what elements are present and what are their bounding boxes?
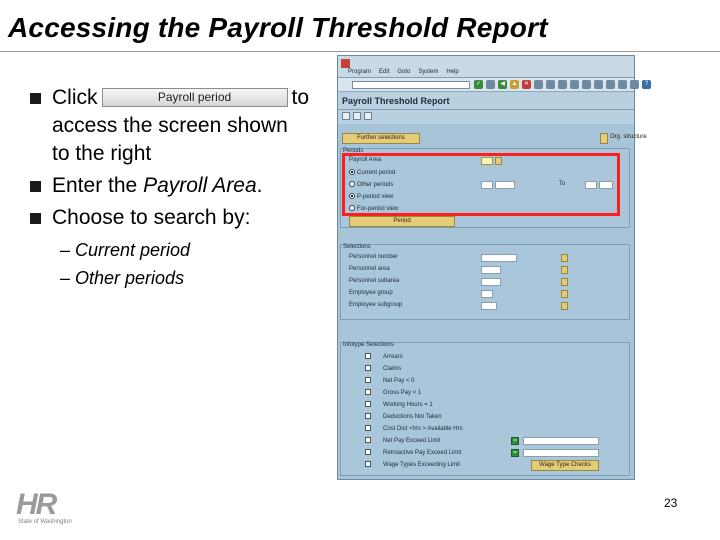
infotype-selections-label: Infotype Selections <box>343 342 394 348</box>
checkbox-icon[interactable] <box>365 365 371 371</box>
command-field[interactable] <box>352 81 470 89</box>
retro-pay-limit-input[interactable] <box>523 449 599 457</box>
payroll-period-button[interactable]: Payroll period <box>102 88 288 107</box>
prev-page-icon[interactable] <box>582 80 591 89</box>
sap-standard-toolbar <box>338 78 649 92</box>
selections-panel <box>340 244 630 320</box>
bullet-text: Enter the <box>52 174 144 197</box>
bullet-italic-text: Payroll Area <box>143 174 257 197</box>
sap-screen-title: Payroll Threshold Report <box>338 92 634 110</box>
sap-window-icon <box>341 59 350 68</box>
title-divider <box>0 51 720 52</box>
square-bullet-icon <box>30 181 41 192</box>
back-icon[interactable]: ◀ <box>498 80 507 89</box>
gross-pay-checkbox[interactable]: Gross Pay < 1 <box>365 389 421 396</box>
find-next-icon[interactable] <box>558 80 567 89</box>
employee-group-label: Employee group <box>349 290 393 296</box>
org-structure-icon[interactable] <box>600 133 608 144</box>
sub-bullet-current-period: – Current period <box>60 240 191 260</box>
working-hours-checkbox[interactable]: Working Hours = 1 <box>365 401 433 408</box>
other-periods-option[interactable]: Other periods <box>349 181 393 188</box>
last-page-icon[interactable] <box>606 80 615 89</box>
highlight-box <box>342 153 620 216</box>
bullet-item-click <box>30 84 330 168</box>
app-toolbar-icons <box>342 112 372 120</box>
further-selections-button[interactable]: Further selections <box>342 133 420 144</box>
operator-icon[interactable]: = <box>511 437 519 445</box>
checkbox-icon[interactable] <box>365 425 371 431</box>
slide-title: Accessing the Payroll Threshold Report <box>8 12 548 43</box>
multiple-selection-icon[interactable] <box>561 266 568 274</box>
first-page-icon[interactable] <box>570 80 579 89</box>
periods-label: Periods <box>343 148 364 154</box>
personnel-number-label: Personnel number <box>349 254 399 260</box>
to-label: To <box>559 181 566 187</box>
employee-subgroup-label: Employee subgroup <box>349 302 403 308</box>
menu-goto[interactable]: Goto <box>397 69 411 75</box>
current-period-option[interactable]: Current period <box>349 169 395 176</box>
payroll-area-label: Payroll Area <box>349 157 382 163</box>
bullet-text: Click <box>52 86 98 109</box>
period-view-option[interactable]: P-period view <box>349 193 393 200</box>
checkbox-icon[interactable] <box>365 461 371 467</box>
net-pay-exceed-checkbox[interactable]: Net Pay Exceed Limit <box>365 437 440 444</box>
logo-text: HR <box>16 488 56 521</box>
page-number: 23 <box>664 496 678 510</box>
for-period-view-option[interactable]: For-period view <box>349 205 398 212</box>
checkbox-icon[interactable] <box>365 389 371 395</box>
checkbox-icon[interactable] <box>365 413 371 419</box>
deductions-checkbox[interactable]: Deductions Not Taken <box>365 413 442 420</box>
next-page-icon[interactable] <box>594 80 603 89</box>
employee-subgroup-input[interactable] <box>481 302 497 310</box>
bullet-item-search <box>30 204 330 232</box>
selections-label: Selections <box>343 244 371 250</box>
bullet-list <box>30 84 330 292</box>
org-structure-button[interactable]: Org. structure <box>610 134 647 140</box>
save-icon[interactable] <box>486 80 495 89</box>
menu-help[interactable]: Help <box>446 69 459 75</box>
menu-program[interactable]: Program <box>348 69 372 75</box>
multiple-selection-icon[interactable] <box>561 302 568 310</box>
hr-logo <box>14 488 84 530</box>
arrears-checkbox[interactable]: Arrears <box>365 353 403 360</box>
checkbox-icon[interactable] <box>365 437 371 443</box>
sub-bullet-list <box>30 236 330 292</box>
wage-types-checkbox[interactable]: Wage Types Exceeding Limit <box>365 461 460 468</box>
square-bullet-icon <box>30 93 41 104</box>
bullet-text: . <box>256 174 263 197</box>
help-icon[interactable]: ? <box>642 80 651 89</box>
shortcut-icon[interactable] <box>630 80 639 89</box>
multiple-selection-icon[interactable] <box>561 278 568 286</box>
sap-menu <box>348 69 459 75</box>
multiple-selection-icon[interactable] <box>561 290 568 298</box>
checkbox-icon[interactable] <box>365 449 371 455</box>
personnel-area-label: Personnel area <box>349 266 390 272</box>
print-icon[interactable] <box>534 80 543 89</box>
wage-type-checks-button[interactable]: Wage Type Checks <box>531 460 599 471</box>
personnel-area-input[interactable] <box>481 266 501 274</box>
enter-icon[interactable]: ✓ <box>475 81 482 87</box>
bullet-item-payroll-area <box>30 172 330 200</box>
bullet-text: to the right <box>52 142 152 165</box>
claims-checkbox[interactable]: Claims <box>365 365 401 372</box>
period-button[interactable]: Period <box>349 216 455 227</box>
toolbar-icons <box>474 80 651 89</box>
operator-icon[interactable]: = <box>511 449 519 457</box>
sap-application-toolbar <box>338 110 634 124</box>
infotype-selections-panel <box>340 342 630 476</box>
bullet-text: Choose to search by: <box>52 206 251 229</box>
personnel-subarea-label: Personnel subarea <box>349 278 400 284</box>
personnel-number-input[interactable] <box>481 254 517 262</box>
employee-group-input[interactable] <box>481 290 493 298</box>
net-pay-checkbox[interactable]: Net Pay < 0 <box>365 377 415 384</box>
info-icon[interactable] <box>364 112 372 120</box>
bullet-text: to <box>291 86 310 109</box>
net-pay-limit-input[interactable] <box>523 437 599 445</box>
exit-icon[interactable]: ▲ <box>511 81 518 87</box>
menu-system[interactable]: System <box>418 69 439 75</box>
square-bullet-icon <box>30 213 41 224</box>
execute-icon[interactable] <box>342 112 350 120</box>
bullet-text: access the screen shown <box>52 114 288 137</box>
sap-menubar <box>338 56 634 78</box>
cost-dist-checkbox[interactable]: Cost Dist <hrs > Available Hrs <box>365 425 463 432</box>
checkbox-icon[interactable] <box>365 401 371 407</box>
new-session-icon[interactable] <box>618 80 627 89</box>
personnel-subarea-input[interactable] <box>481 278 501 286</box>
logo-subtext: State of Washington <box>18 519 72 525</box>
sub-bullet-other-periods: – Other periods <box>60 268 185 288</box>
cancel-icon[interactable]: ✕ <box>523 81 530 87</box>
find-icon[interactable] <box>546 80 555 89</box>
variant-icon[interactable] <box>353 112 361 120</box>
checkbox-icon[interactable] <box>365 353 371 359</box>
retro-pay-exceed-checkbox[interactable]: Retroactive Pay Exceed Limit <box>365 449 461 456</box>
checkbox-icon[interactable] <box>365 377 371 383</box>
multiple-selection-icon[interactable] <box>561 254 568 262</box>
sap-screenshot <box>337 55 649 480</box>
menu-edit[interactable]: Edit <box>379 69 390 75</box>
